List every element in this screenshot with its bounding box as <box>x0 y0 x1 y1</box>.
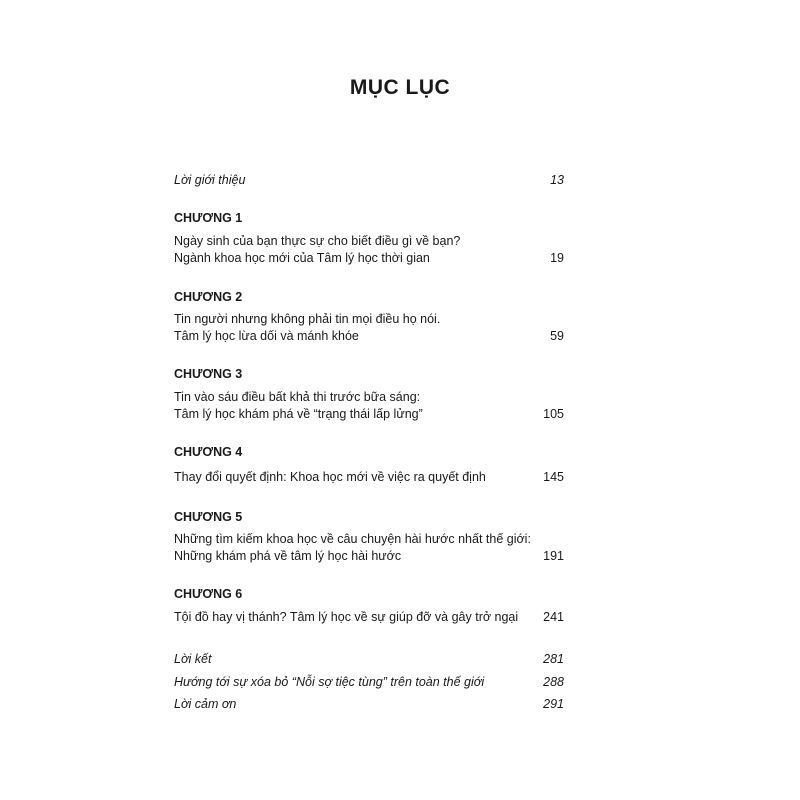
entry-label: Lời giới thiệu <box>174 173 246 187</box>
entry-line: Tội đồ hay vị thánh? Tâm lý học về sự giúp đỡ và gây trở ngại <box>174 610 519 624</box>
toc-entry-afterword <box>174 651 564 668</box>
toc-entry-intro <box>174 172 564 189</box>
chapter-2-heading: CHƯƠNG 2 <box>174 290 243 304</box>
toc-entry-acknowledgements <box>174 696 564 713</box>
entry-page-number: 288 <box>543 675 564 689</box>
entry-line: Những tìm kiếm khoa học về câu chuyện hài hước nhất thế giới: <box>174 532 531 546</box>
chapter-4-heading: CHƯƠNG 4 <box>174 445 243 459</box>
chapter-3-heading: CHƯƠNG 3 <box>174 367 243 381</box>
chapter-6-heading: CHƯƠNG 6 <box>174 587 243 601</box>
entry-line: Tin vào sáu điều bất khả thi trước bữa sáng: <box>174 390 421 404</box>
entry-line: Tâm lý học lừa dối và mánh khóe <box>174 329 359 343</box>
toc-entry-chapter-5 <box>174 531 564 565</box>
entry-page-number: 281 <box>543 652 564 666</box>
entry-page-number: 105 <box>543 407 564 421</box>
entry-line: Thay đổi quyết định: Khoa học mới về việc ra quyết định <box>174 470 486 484</box>
entry-label: Hướng tới sự xóa bỏ “Nỗi sợ tiệc tùng” trên toàn thế giới <box>174 675 485 689</box>
entry-page-number: 191 <box>543 549 564 563</box>
page-title: MỤC LỤC <box>349 76 451 99</box>
toc-entry-chapter-6 <box>174 609 564 626</box>
entry-page-number: 291 <box>543 697 564 711</box>
entry-line: Tin người nhưng không phải tin mọi điều họ nói. <box>174 312 441 326</box>
entry-page-number: 241 <box>543 610 564 624</box>
toc-entry-chapter-3 <box>174 389 564 423</box>
entry-page-number: 145 <box>543 470 564 484</box>
chapter-1-heading: CHƯƠNG 1 <box>174 211 243 225</box>
entry-page-number: 13 <box>550 173 564 187</box>
chapter-5-heading: CHƯƠNG 5 <box>174 510 243 524</box>
toc-entry-appendix <box>174 674 564 691</box>
toc-entry-chapter-1 <box>174 233 564 267</box>
entry-line: Những khám phá về tâm lý học hài hước <box>174 549 402 563</box>
entry-page-number: 59 <box>550 329 564 343</box>
entry-label: Lời cảm ơn <box>174 697 237 711</box>
entry-line: Ngày sinh của bạn thực sự cho biết điều gì về bạn? <box>174 234 461 248</box>
toc-entry-chapter-4 <box>174 469 564 486</box>
toc-entry-chapter-2 <box>174 311 564 345</box>
entry-label: Lời kết <box>174 652 212 666</box>
entry-line: Tâm lý học khám phá về “trạng thái lấp lửng” <box>174 407 423 421</box>
entry-page-number: 19 <box>550 251 564 265</box>
entry-line: Ngành khoa học mới của Tâm lý học thời gian <box>174 251 430 265</box>
